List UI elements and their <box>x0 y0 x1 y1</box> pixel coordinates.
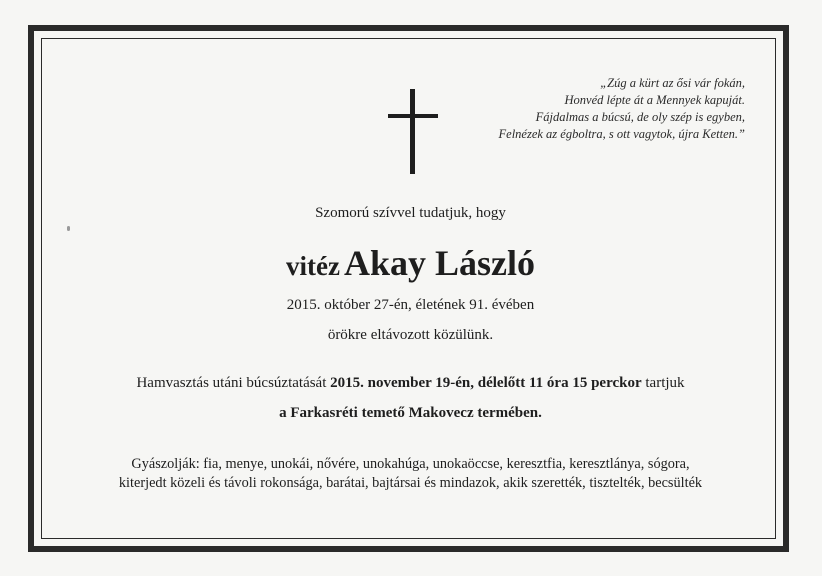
poem-line: Fájdalmas a búcsú, de oly szép is egyben, <box>535 110 745 124</box>
obituary-outer-border <box>28 25 789 552</box>
full-name: Akay László <box>343 243 535 283</box>
cross-vertical-bar <box>410 89 415 174</box>
cross-horizontal-bar <box>388 114 438 118</box>
farewell-text: örökre eltávozott közülünk. <box>327 327 494 343</box>
ceremony-date-time: 2015. november 19-én, délelőtt 11 óra 15 perckor <box>330 375 642 391</box>
death-date: 2015. október 27-én, életének 91. évében <box>286 297 535 313</box>
mourners-line: kiterjedt közeli és távoli rokonsága, barátai, bajtársai és mindazok, akik szerették, tisztelték, becsülték <box>118 475 703 491</box>
mourners-line: Gyászolják: fia, menye, unokái, nővére, unokahúga, unokaöccse, keresztfia, keresztlánya, sógora, <box>131 456 690 472</box>
memorial-poem <box>499 75 745 143</box>
cross-icon <box>388 89 438 174</box>
announcement-intro: Szomorú szívvel tudatjuk, hogy <box>315 205 506 221</box>
poem-line: „Zúg a kürt az ősi vár fokán, <box>600 76 745 90</box>
ceremony-venue: a Farkasréti temető Makovecz termében. <box>279 405 542 421</box>
ceremony-details <box>42 375 779 392</box>
mourners-list <box>42 455 779 493</box>
honorific-title: vitéz <box>286 251 340 281</box>
ceremony-suffix: tartjuk <box>645 375 685 391</box>
deceased-name <box>42 242 779 284</box>
obituary-inner-border <box>41 38 776 539</box>
poem-line: Felnézek az égboltra, s ott vagytok, újra Ketten.” <box>498 127 745 141</box>
poem-line: Honvéd lépte át a Mennyek kapuját. <box>564 93 745 107</box>
ceremony-prefix: Hamvasztás utáni búcsúztatását <box>136 375 327 391</box>
paper-speck <box>67 226 70 231</box>
